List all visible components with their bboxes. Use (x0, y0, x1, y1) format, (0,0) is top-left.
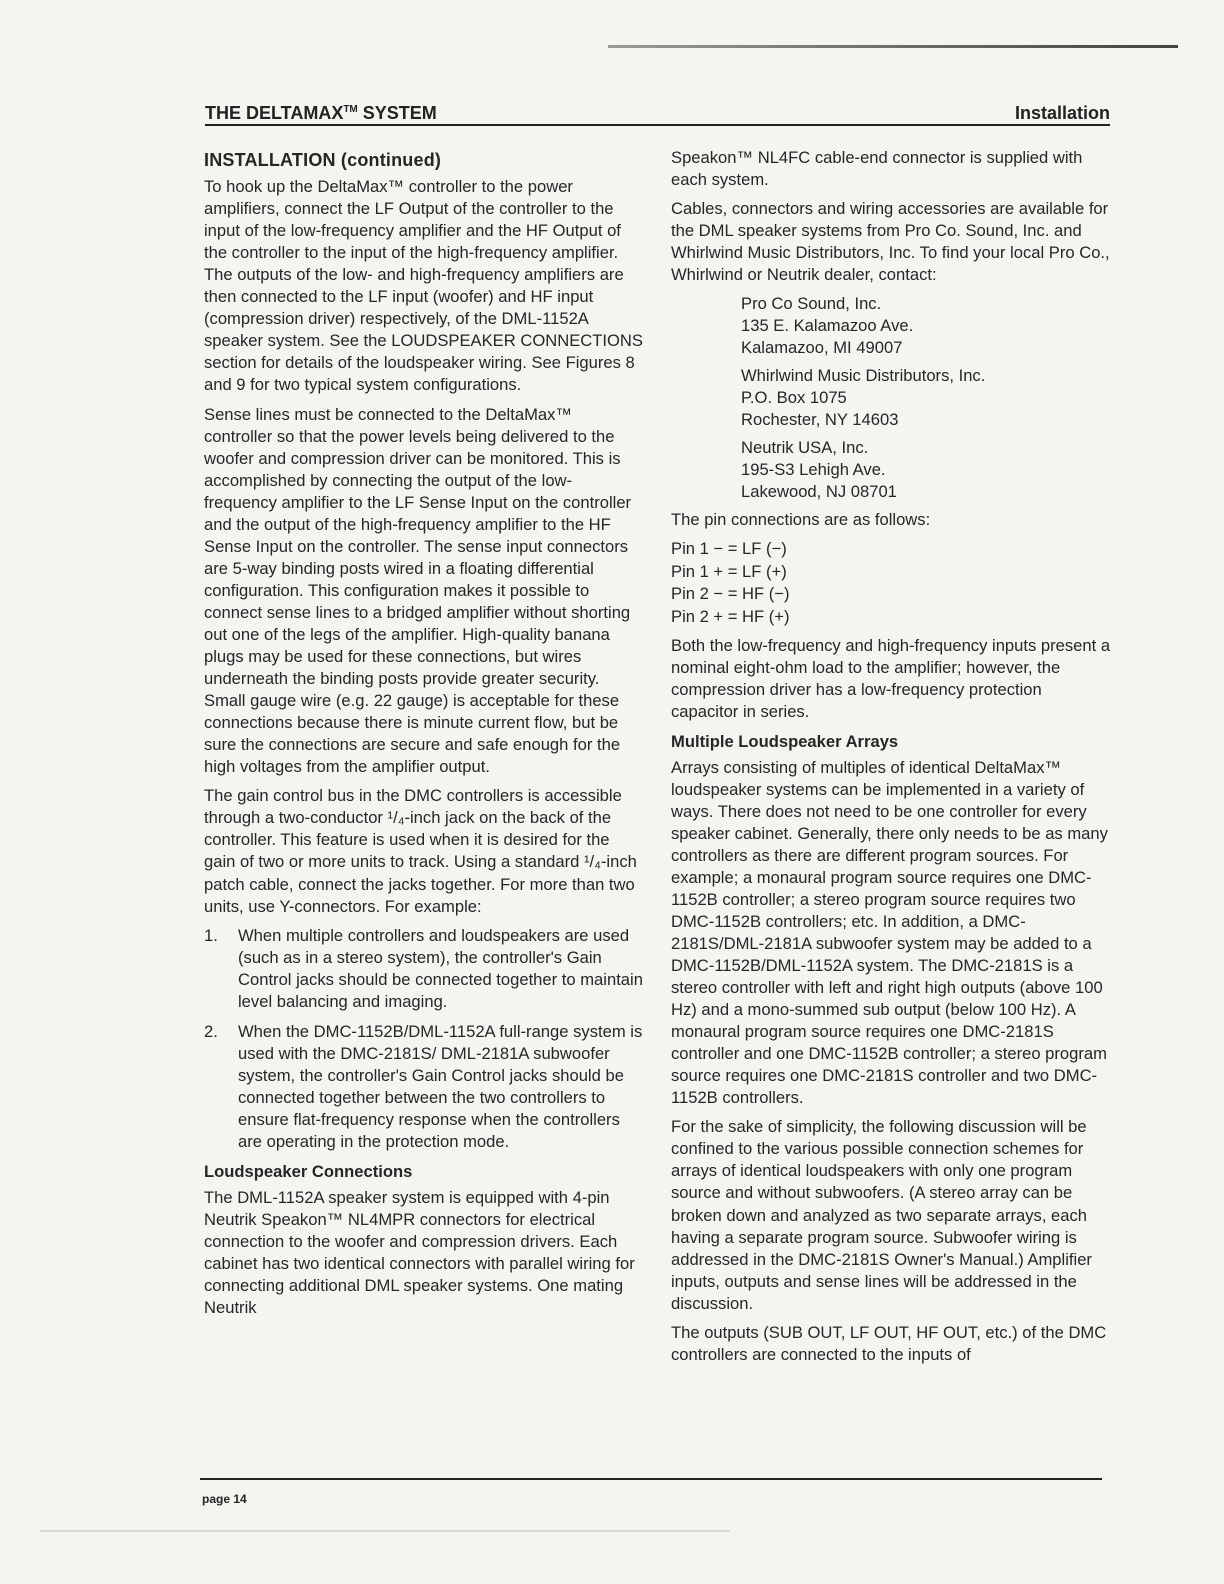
address-line: 135 E. Kalamazoo Ave. (741, 316, 914, 336)
address-line: Kalamazoo, MI 49007 (741, 338, 903, 358)
header-rule (205, 124, 1110, 126)
right-column (671, 147, 1111, 1373)
page-number: page 14 (202, 1492, 247, 1506)
section-heading: INSTALLATION (continued) (204, 150, 442, 170)
header-title-text: THE DELTAMAX (205, 103, 344, 123)
list-text: When multiple controllers and loudspeakers are used (such as in a stereo system), the controller's Gain Control jacks should be connected together to maintain level balancing and imaging. (238, 925, 643, 1011)
list-number: 1. (204, 925, 218, 945)
header-trademark: TM (343, 104, 358, 115)
header-section: Installation (1014, 103, 1110, 123)
left-column (204, 147, 644, 1326)
footer-rule (200, 1478, 1102, 1480)
address-line: Rochester, NY 14603 (741, 410, 899, 430)
pin-line: Pin 1 + = LF (+) (671, 561, 787, 581)
address-line: 195-S3 Lehigh Ave. (741, 460, 886, 480)
paragraph: The pin connections are as follows: (671, 510, 931, 530)
pin-line: Pin 2 + = HF (+) (671, 606, 790, 626)
paragraph: Both the low-frequency and high-frequency inputs present a nominal eight-ohm load to the amplifier; however, the compression driver has a low-frequency protection capacitor in series. (671, 636, 1111, 722)
paragraph: For the sake of simplicity, the following discussion will be confined to the various possible connection schemes for arrays of identical loudspeakers with only one program source and without subwoofers. (A stereo array can be broken down and analyzed as two separate arrays, each having a separate program source. Subwoofer wiring is addressed in the DMC-2181S Owner's Manual.) Amplifier inputs, outputs and sense lines will be addressed in the discussion. (671, 1117, 1092, 1313)
scan-artifact-line (40, 1530, 730, 1532)
list-text: When the DMC-1152B/DML-1152A full-range system is used with the DMC-2181S/ DML-2181A subwoofer system, the controller's Gain Control jacks should be connected together between the two controllers to ensure flat-frequency response when the controllers are operating in the protection mode. (238, 1021, 643, 1152)
list-item (204, 1021, 644, 1153)
address-line: P.O. Box 1075 (741, 388, 847, 408)
address-line: Pro Co Sound, Inc. (741, 294, 882, 314)
paragraph: Arrays consisting of multiples of identical DeltaMax™ loudspeaker systems can be implemented in a variety of ways. There does not need to be one controller for every speaker cabinet. Generally, there only needs to be as many controllers as there are different program sources. For example; a monaural program source requires one DMC-1152B controller; a stereo program source requires two DMC-1152B controllers; etc. In addition, a DMC-2181S/DML-2181A subwoofer system may be added to a DMC-1152B/DML-1152A system. The DMC-2181S is a stereo controller with left and right high outputs (above 100 Hz) and a mono-summed sub output (below 100 Hz). A monaural program source requires one DMC-2181S controller and one DMC-1152B controller; a stereo program source requires one DMC-2181S controller and two DMC-1152B controllers. (671, 757, 1108, 1108)
paragraph: The DML-1152A speaker system is equipped with 4-pin Neutrik Speakon™ NL4MPR connectors for electrical connection to the woofer and compression drivers. Each cabinet has two identical connectors with parallel wiring for connecting additional DML speaker systems. One mating Neutrik (204, 1188, 635, 1318)
pin-list (671, 538, 1111, 628)
header-title-suffix: SYSTEM (357, 103, 437, 123)
address-line: Neutrik USA, Inc. (741, 438, 869, 458)
list-number: 2. (204, 1021, 218, 1041)
paragraph: The gain control bus in the DMC controllers is accessible through a two-conductor ¹/₄-inch jack on the back of the controller. This feature is used when it is desired for the gain of two or more units to track. Using a standard ¹/₄-inch patch cable, connect the jacks together. For more than two units, use Y-connectors. For example: (204, 786, 637, 916)
paragraph: Sense lines must be connected to the DeltaMax™ controller so that the power levels being delivered to the woofer and compression driver can be monitored. This is accomplished by connecting the output of the low-frequency amplifier to the LF Sense Input on the controller and the output of the high-frequency amplifier to the HF Sense Input on the controller. The sense input connectors are 5-way binding posts wired in a floating differential configuration. This configuration makes it possible to connect sense lines to a bridged amplifier without shorting out one of the legs of the amplifier. High-quality banana plugs may be used for these connections, but wires underneath the binding posts provide greater security. Small gauge wire (e.g. 22 gauge) is acceptable for these connections because there is minute current flow, but be sure the connections are secure and safe enough for the high voltages from the amplifier output. (204, 404, 632, 777)
paragraph: To hook up the DeltaMax™ controller to the power amplifiers, connect the LF Output of the controller to the input of the low-frequency amplifier and the HF Output of the controller to the input of the high-frequency amplifier. The outputs of the low- and high-frequency amplifiers are then connected to the LF input (woofer) and HF input (compression driver) respectively, of the DML-1152A speaker system. See the LOUDSPEAKER CONNECTIONS section for details of the loudspeaker wiring. See Figures 8 and 9 for two typical system configurations. (204, 177, 643, 395)
scan-artifact-line (608, 45, 1178, 48)
subheading-multiple-arrays: Multiple Loudspeaker Arrays (671, 731, 899, 751)
address-line: Whirlwind Music Distributors, Inc. (741, 366, 986, 386)
address-block (741, 365, 1111, 431)
paragraph: Cables, connectors and wiring accessories are available for the DML speaker systems from Pro Co. Sound, Inc. and Whirlwind Music Distributors, Inc. To find your local Pro Co., Whirlwind or Neutrik dealer, contact: (671, 199, 1110, 285)
paragraph: Speakon™ NL4FC cable-end connector is supplied with each system. (671, 148, 1083, 190)
pin-line: Pin 2 − = HF (−) (671, 584, 790, 604)
list-item (204, 925, 644, 1013)
header-title (205, 103, 437, 124)
address-block (741, 437, 1111, 503)
paragraph: The outputs (SUB OUT, LF OUT, HF OUT, etc.) of the DMC controllers are connected to the inputs of (671, 1322, 1107, 1364)
pin-line: Pin 1 − = LF (−) (671, 539, 787, 559)
address-block (741, 293, 1111, 359)
page-header (205, 100, 1110, 124)
address-line: Lakewood, NJ 08701 (741, 482, 897, 502)
numbered-list (204, 925, 644, 1153)
subheading-loudspeaker-connections: Loudspeaker Connections (204, 1162, 413, 1182)
